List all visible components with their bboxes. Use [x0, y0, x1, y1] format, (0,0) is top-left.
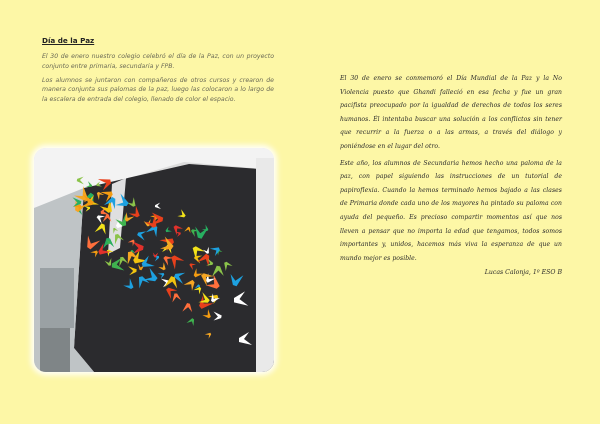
photo-paper-doves — [34, 148, 274, 372]
photo-window — [40, 268, 74, 328]
photo-railing — [40, 328, 70, 372]
right-paragraph-2: Este año, los alumnos de Secundaria hemos hecho una paloma de la paz, con papel siguiendo las instrucciones de un tutorial de papiroflexia. Cuando la hemos terminado hemos bajado a las clases de Primaria donde cada uno de los mayores ha pintado su paloma con ayuda del pequeño. Es precioso compartir momentos así que nos lleven a pensar que no importa la edad que tengamos, todos somos importantes y, unidos, hacemos más viva la esperanza de que un mundo mejor es posible. — [340, 159, 562, 262]
photo-illustration — [34, 148, 274, 372]
author-signature: Lucas Calonja, 1º ESO B — [484, 269, 562, 277]
right-paragraph-1: El 30 de enero se conmemoró el Día Mundial de la Paz y la No Violencia puesto que Ghandi falleció en esa fecha y fue un gran pacifista preocupado por la igualdad de derechos de todos los seres humanos. Él intentaba buscar una solución a los conflictos sin tener que recurrir a la fuerza o a las armas, a través del diálogo y poniéndose en el lugar del otro. — [340, 75, 562, 150]
right-column — [340, 72, 562, 276]
left-paragraph-1: El 30 de enero nuestro colegio celebró el día de la Paz, con un proyecto conjunto entre primaria, secundaria y FPB. — [42, 53, 274, 70]
article-title: Día de la Paz — [42, 36, 95, 45]
left-column — [42, 36, 274, 109]
photo-column — [256, 158, 274, 372]
left-paragraph-2: Los alumnos se juntaron con compañeros de otros cursos y crearon de manera conjunta sus palomas de la paz, luego las colocaron a lo largo de la escalera de entrada del colegio, llenado de color el espacio. — [42, 76, 274, 104]
